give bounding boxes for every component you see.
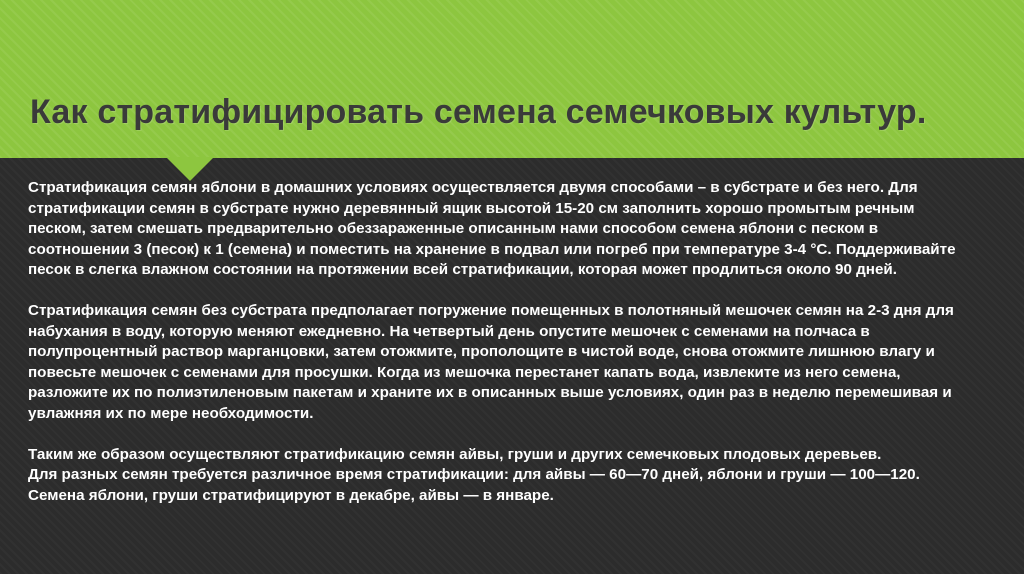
paragraph-substrate: Стратификация семян яблони в домашних условиях осуществляется двумя способами – в субстрате и без него. Для стратификации семян в субстрате нужно деревянный ящик высотой 15-20 см заполнить хорошо промытым речным песком, затем смешать предварительно обеззараженные описанным нами способом семена яблони с песком в соотношении 3 (песок) к 1 (семена) и поместить на хранение в подвал или погреб при температуре 3-4 °С. Поддерживайте песок в слегка влажном состоянии на протяжении всей стратификации, которая может продлиться около 90 дней. [28, 179, 956, 278]
paragraph-timing: Семена яблони, груши стратифицируют в декабре, айвы — в январе. [28, 486, 554, 504]
paragraph-no-substrate: Стратификация семян без субстрата предполагает погружение помещенных в полотняный мешочек семян на 2-3 дня для набухания в воду, которую меняют ежедневно. На четвертый день опустите мешочек с семенами на полчаса в полупроцентный раствор марганцовки, затем отожмите, прополощите в чистой воде, снова отожмите лишнюю влагу и повесьте мешочек с семенами для просушки. Когда из мешочка перестанет капать вода, извлеките из него семена, разложите их по полиэтиленовым пакетам и храните их в описанных выше условиях, один раз в неделю перемешивая и увлажняя их по мере необходимости. [28, 302, 954, 422]
paragraph-gap [28, 424, 968, 445]
header-band [0, 0, 1024, 158]
slide-title: Как стратифицировать семена семечковых культур. [30, 93, 927, 131]
slide-body [28, 178, 968, 506]
paragraph-other-trees: Таким же образом осуществляют стратификацию семян айвы, груши и других семечковых плодовых деревьев. [28, 445, 882, 463]
paragraph-gap [28, 281, 968, 302]
paragraph-duration: Для разных семян требуется различное время стратификации: для айвы — 60—70 дней, яблони и груши — 100—120. [28, 466, 920, 483]
